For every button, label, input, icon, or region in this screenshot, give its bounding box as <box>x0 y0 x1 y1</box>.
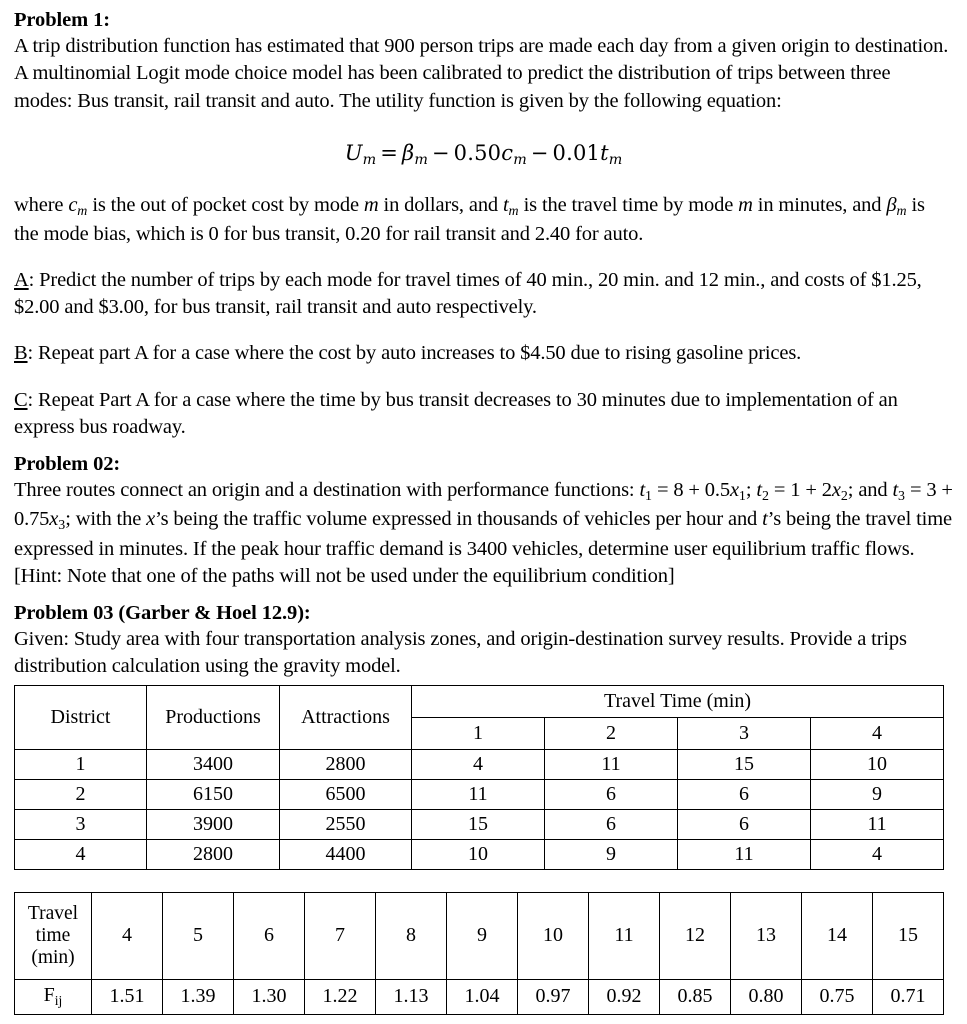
cell-district: 4 <box>15 839 147 869</box>
where-m-2: m <box>738 193 753 216</box>
where-c: c <box>68 193 78 216</box>
problem-1-where-clause <box>14 192 953 249</box>
cell-time-1: 4 <box>412 749 545 779</box>
label-line-2: time <box>35 924 71 946</box>
cell-time-2: 6 <box>545 809 678 839</box>
cell-travel-time: 15 <box>873 892 944 979</box>
where-text-1: where <box>14 193 69 216</box>
p2-t1-sub: 1 <box>645 489 652 504</box>
cell-attractions: 2550 <box>280 809 412 839</box>
problem-3-heading-suffix: : <box>303 602 311 625</box>
equation-var-1: c <box>501 140 514 165</box>
part-a-label: A <box>14 269 29 292</box>
problem-1-heading-text: Problem 1 <box>14 9 104 31</box>
cell-time-3: 6 <box>678 779 811 809</box>
where-beta: β <box>886 193 897 216</box>
part-a-text: : Predict the number of trips by each mode for travel times of 40 min., 20 min. and 12 min., and costs of $1.25, $2.00 and $3.00, for bus transit, rail transit and auto respectively. <box>14 269 922 319</box>
p2-semi-1: ; <box>745 479 757 502</box>
cell-fij: 1.39 <box>163 979 234 1014</box>
cell-travel-time: 9 <box>447 892 518 979</box>
utility-equation <box>14 141 953 168</box>
problem-1-part-a <box>14 267 953 321</box>
problem-1-part-c <box>14 387 953 441</box>
fij-value-row <box>15 979 944 1014</box>
p2-t1: t <box>639 479 645 502</box>
od-travel-time-table <box>14 685 944 870</box>
table-row <box>15 749 944 779</box>
equation-lhs-sub: m <box>362 151 377 168</box>
equation-beta: β <box>401 140 415 165</box>
cell-district: 3 <box>15 809 147 839</box>
problem-3-heading-text: Problem 03 (Garber & Hoel 12.9) <box>14 602 304 625</box>
where-m-1: m <box>363 193 379 216</box>
cell-time-1: 10 <box>412 839 545 869</box>
problem-2-heading <box>14 452 953 476</box>
part-b-text: : Repeat part A for a case where the cost by auto increases to $4.50 due to rising gasoline prices. <box>27 342 802 365</box>
problem-3-body: Given: Study area with four transportation analysis zones, and origin-destination survey results. Provide a trips distribution calculation using the gravity model. <box>14 628 907 678</box>
table-header-row-1 <box>15 685 944 717</box>
header-travel-time-group: Travel Time (min) <box>412 685 944 717</box>
p2-t3: t <box>892 479 898 502</box>
equation-coef-2: 0.01 <box>552 140 601 165</box>
p2-text-1: Three routes connect an origin and a destination with performance functions: <box>14 479 640 502</box>
part-c-label: C <box>14 388 28 411</box>
p2-t2: t <box>756 479 762 502</box>
equation-lhs-var: U <box>344 140 363 165</box>
cell-productions: 3900 <box>147 809 280 839</box>
p2-text-3: ’s being the traffic volume expressed in thousands of vehicles per hour and <box>155 508 763 531</box>
friction-factor-table <box>14 892 944 1015</box>
cell-time-1: 11 <box>412 779 545 809</box>
equation-minus-1: − <box>431 140 450 165</box>
cell-travel-time: 11 <box>589 892 660 979</box>
cell-travel-time: 4 <box>92 892 163 979</box>
equation-var-1-sub: m <box>513 151 527 168</box>
cell-travel-time: 13 <box>731 892 802 979</box>
where-text-4: is the travel time by mode <box>518 193 739 216</box>
cell-travel-time: 12 <box>660 892 731 979</box>
p2-semi-2: ; and <box>847 479 893 502</box>
p2-x3-sub: 3 <box>58 518 66 534</box>
cell-district: 1 <box>15 749 147 779</box>
header-zone-1: 1 <box>412 717 545 749</box>
problem-2-body <box>14 477 953 590</box>
p2-x-italic: x <box>146 508 156 531</box>
cell-fij: 0.97 <box>518 979 589 1014</box>
cell-fij: 0.92 <box>589 979 660 1014</box>
cell-travel-time: 8 <box>376 892 447 979</box>
cell-attractions: 2800 <box>280 749 412 779</box>
p2-x2-sub: 2 <box>840 489 848 504</box>
p2-eq2: = 1 + 2 <box>768 479 832 502</box>
fij-label-sub: ij <box>54 993 63 1009</box>
cell-fij: 0.80 <box>731 979 802 1014</box>
p2-text-4: ’s being the travel time expressed in minutes. If the peak hour traffic demand is 3400 vehicles, determine user equilibrium traffic flows. [Hint: Note that one of the paths will not be used under the equilibrium condition] <box>14 508 952 587</box>
p2-eq3: = 3 + 0.75 <box>14 479 953 531</box>
fij-row-label <box>15 979 92 1014</box>
p2-eq1: = 8 + 0.5 <box>651 479 730 502</box>
where-text-3: in dollars, and <box>378 193 503 216</box>
cell-travel-time: 10 <box>518 892 589 979</box>
problem-2-heading-text: Problem 02 <box>14 452 114 475</box>
cell-attractions: 4400 <box>280 839 412 869</box>
header-productions: Productions <box>147 685 280 749</box>
where-c-sub: m <box>77 203 88 219</box>
equation-var-2-sub: m <box>608 151 623 168</box>
where-text-2: is the out of pocket cost by mode <box>87 193 364 216</box>
equation-var-2: t <box>600 140 609 165</box>
table-row <box>15 809 944 839</box>
table-row <box>15 839 944 869</box>
cell-time-1: 15 <box>412 809 545 839</box>
header-attractions: Attractions <box>280 685 412 749</box>
problem-1-body: A trip distribution function has estimated that 900 person trips are made each day from a given origin to destination. A multinomial Logit mode choice model has been calibrated to predict the distribution of trips between three modes: Bus transit, rail transit and auto. The utility function is given by the following equation: <box>14 35 949 112</box>
table-row <box>15 779 944 809</box>
fij-row-label-travel-time <box>15 892 92 979</box>
cell-time-3: 15 <box>678 749 811 779</box>
cell-time-2: 9 <box>545 839 678 869</box>
p2-text-2: ; with the <box>65 508 147 531</box>
header-zone-3: 3 <box>678 717 811 749</box>
part-b-label: B <box>14 342 28 365</box>
cell-fij: 1.13 <box>376 979 447 1014</box>
cell-fij: 1.51 <box>92 979 163 1014</box>
cell-time-3: 11 <box>678 839 811 869</box>
p2-x1: x <box>729 479 739 502</box>
cell-time-2: 11 <box>545 749 678 779</box>
cell-productions: 3400 <box>147 749 280 779</box>
p2-x2: x <box>831 479 841 502</box>
where-beta-sub: m <box>896 203 907 219</box>
where-text-6: is the mode bias, which is 0 for bus transit, 0.20 for rail transit and 2.40 for auto. <box>14 193 925 245</box>
problem-1-heading-suffix: : <box>103 9 110 31</box>
cell-fij: 0.85 <box>660 979 731 1014</box>
where-t: t <box>503 193 509 216</box>
header-district: District <box>15 685 147 749</box>
cell-time-2: 6 <box>545 779 678 809</box>
cell-productions: 2800 <box>147 839 280 869</box>
p2-t3-sub: 3 <box>898 489 905 504</box>
cell-time-4: 4 <box>811 839 944 869</box>
p2-x3: x <box>49 508 59 531</box>
cell-fij: 1.04 <box>447 979 518 1014</box>
part-c-text: : Repeat Part A for a case where the time by bus transit decreases to 30 minutes due to implementation of an express bus roadway. <box>14 388 898 438</box>
problem-3-heading <box>14 601 953 625</box>
fij-travel-time-row <box>15 892 944 979</box>
cell-travel-time: 7 <box>305 892 376 979</box>
header-zone-2: 2 <box>545 717 678 749</box>
cell-district: 2 <box>15 779 147 809</box>
where-t-sub: m <box>508 203 519 219</box>
cell-travel-time: 6 <box>234 892 305 979</box>
cell-fij: 0.71 <box>873 979 944 1014</box>
problem-1-heading <box>14 8 953 32</box>
cell-time-3: 6 <box>678 809 811 839</box>
equation-beta-sub: m <box>414 151 428 168</box>
equation-minus-2: − <box>530 140 549 165</box>
fij-label: F <box>43 984 55 1007</box>
cell-attractions: 6500 <box>280 779 412 809</box>
cell-time-4: 9 <box>811 779 944 809</box>
cell-time-4: 10 <box>811 749 944 779</box>
problem-1-part-b <box>14 340 953 367</box>
cell-fij: 1.22 <box>305 979 376 1014</box>
cell-productions: 6150 <box>147 779 280 809</box>
p2-t-italic: t <box>762 508 768 531</box>
equation-equals: = <box>380 140 398 165</box>
cell-fij: 0.75 <box>802 979 873 1014</box>
header-zone-4: 4 <box>811 717 944 749</box>
cell-time-4: 11 <box>811 809 944 839</box>
p2-t2-sub: 2 <box>761 489 769 504</box>
problem-2-heading-suffix: : <box>113 452 121 475</box>
cell-travel-time: 14 <box>802 892 873 979</box>
cell-fij: 1.30 <box>234 979 305 1014</box>
p2-x1-sub: 1 <box>738 489 746 504</box>
equation-coef-1: 0.50 <box>453 140 502 165</box>
where-text-5: in minutes, and <box>752 193 887 216</box>
cell-travel-time: 5 <box>163 892 234 979</box>
label-line-1: Travel <box>27 902 79 924</box>
label-line-3: (min) <box>31 946 75 968</box>
